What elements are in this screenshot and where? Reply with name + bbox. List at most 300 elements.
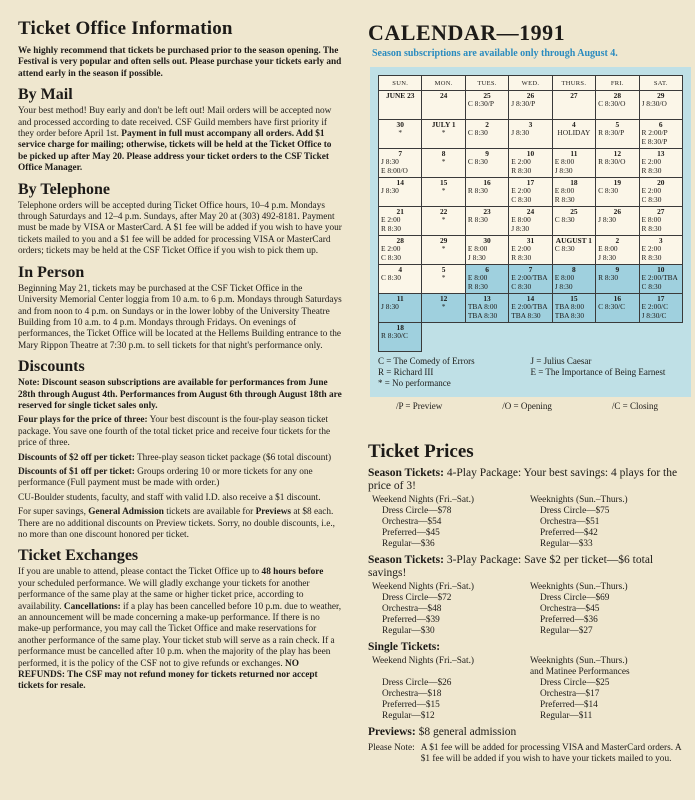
calendar-performance: E 2:00 [641, 245, 662, 254]
calendar-performance: E 8:00 [511, 216, 531, 225]
calendar-day-cell [379, 294, 422, 323]
calendar-day-number: 8 [441, 149, 446, 158]
calendar-performance: * [441, 187, 446, 196]
calendar-day-number: 9 [615, 265, 620, 274]
exchanges-b3: NO REFUNDS: The CSF may not refund money for tickets returned nor accept tickets for resale. [18, 658, 318, 692]
two-off-lead: Discounts of $2 off per ticket: [18, 452, 135, 463]
calendar-day-header: SUN. [379, 76, 422, 91]
single-weekend-price: Orchestra—$18 [382, 689, 442, 699]
legend-comedy: C = The Comedy of Errors [378, 356, 475, 366]
calendar-performance: TBA 8:30 [511, 311, 541, 320]
calendar-panel [370, 67, 691, 397]
calendar-performance: R 8:30/P [598, 129, 625, 138]
calendar-day-cell [509, 120, 552, 149]
by-mail-bold: Payment in full must accompany all orders. Add $1 service charge for mailing; otherwise, tickets will be held at the Ticket Office to be picked up after May 20. Please address your ticket orders to the CSF Ticket Office Manager. [18, 129, 332, 174]
single-heading [368, 641, 688, 654]
by-mail-text [18, 106, 342, 174]
calendar-performance: E 8:00 [554, 158, 575, 167]
calendar-week-row [379, 149, 683, 178]
calendar-performance: R 8:30/O [598, 158, 626, 167]
calendar-performance: R 8:30/C [381, 332, 408, 341]
legend-closing: /C = Closing [611, 401, 658, 411]
four-for-three-text [18, 415, 342, 449]
by-mail-heading: By Mail [18, 86, 73, 104]
calendar-empty-cell [596, 323, 639, 352]
season3-text: 3-Play Package: Save $2 per ticket—$6 total savings! [368, 554, 654, 579]
calendar-day-cell [422, 265, 465, 294]
calendar-performance: * [441, 158, 446, 167]
calendar-day-number: 18 [396, 323, 404, 332]
please-note-label: Please Note: [368, 743, 415, 753]
calendar-and-prices-column [366, 8, 688, 765]
calendar-performance: J 8:30/C [641, 311, 667, 320]
calendar-day-number: AUGUST 1 [555, 236, 592, 245]
calendar-day-cell [465, 265, 508, 294]
calendar-day-cell [639, 236, 682, 265]
calendar-day-cell [552, 265, 595, 294]
calendar-day-cell [379, 91, 422, 120]
calendar-performance: C 8:30 [598, 187, 619, 196]
calendar-empty-cell [639, 323, 682, 352]
in-person-heading: In Person [18, 263, 85, 281]
season3-weeknight-price: Regular—$27 [540, 626, 593, 636]
season3-weekend-price: Regular—$30 [382, 626, 435, 636]
calendar-performance: E 2:00 [511, 245, 531, 254]
season3-weekend-title: Weekend Nights (Fri.–Sat.) [372, 582, 475, 592]
calendar-day-number: 23 [483, 207, 491, 216]
calendar-day-number: 28 [613, 91, 622, 100]
calendar-day-cell [552, 207, 595, 236]
season4-weeknight [530, 495, 688, 550]
calendar-day-number: 24 [526, 207, 535, 216]
calendar-day-cell [379, 120, 422, 149]
calendar-performance: C 8:30 [467, 158, 488, 167]
calendar-day-number: 7 [528, 265, 533, 274]
calendar-performance: J 8:30 [554, 282, 573, 291]
calendar-day-cell [639, 91, 682, 120]
calendar-day-header: TUES. [465, 76, 508, 91]
calendar-performance: E 8:00 [554, 274, 575, 283]
calendar-day-cell [379, 323, 422, 352]
single-prices [372, 656, 688, 722]
calendar-table [378, 75, 683, 352]
season4-weeknight-title: Weeknights (Sun.–Thurs.) [530, 495, 628, 505]
calendar-day-cell [422, 91, 465, 120]
season4-weekend-price: Orchestra—$54 [382, 517, 442, 527]
calendar-day-number: 18 [570, 178, 578, 187]
single-weeknight-price: Orchestra—$17 [540, 689, 600, 699]
calendar-day-number: 15 [439, 178, 448, 187]
calendar-day-number: 13 [483, 294, 491, 303]
calendar-day-number: 28 [396, 236, 404, 245]
calendar-week-row [379, 236, 683, 265]
calendar-performance: TBA 8:00 [467, 303, 498, 312]
exchanges-t3: if a play has been cancelled before 10 p.m. due to weather, an announcement will be made concerning a make-up performance. If there is no make-up performance, you may call the Ticket Office and make reservations for another performance of the same play. Your ticket stub will serve as a rain check. If a performance must be cancelled after 10 p.m. when the majority of the play has been performed, it is the policy of the CSF not to give refunds or exchanges. [18, 601, 342, 669]
calendar-day-number: 26 [613, 207, 622, 216]
calendar-day-number: 10 [526, 149, 535, 158]
single-weeknight-price: Regular—$11 [540, 711, 593, 721]
calendar-day-number: 12 [613, 149, 622, 158]
calendar-performance: E 8:00 [467, 245, 488, 254]
calendar-day-number: 30 [396, 120, 404, 129]
calendar-performance: C 8:30 [554, 216, 575, 225]
calendar-day-number: 14 [396, 178, 404, 187]
calendar-day-cell [379, 265, 422, 294]
calendar-day-cell [465, 236, 508, 265]
ticket-prices-title: Ticket Prices [368, 441, 474, 462]
calendar-day-number: 7 [398, 149, 403, 158]
discounts-note: Note: Discount season subscriptions are available for performances from June 28th through August 4th. Performances from August 6th through August 18th are reserved for single ticket sales only. [18, 378, 342, 411]
calendar-day-header: WED. [509, 76, 552, 91]
calendar-performance: E 8:00 [554, 187, 575, 196]
calendar-day-cell [596, 120, 639, 149]
calendar-day-cell [596, 178, 639, 207]
single-weeknight-title: Weeknights (Sun.–Thurs.) [530, 656, 628, 666]
calendar-performance: C 8:30 [381, 274, 401, 283]
calendar-day-number: 8 [572, 265, 576, 274]
legend-row-1 [378, 356, 683, 367]
calendar-performance: J 8:30 [381, 303, 399, 312]
calendar-day-cell [552, 120, 595, 149]
calendar-performance: J 8:30 [467, 253, 486, 262]
calendar-day-number: 29 [439, 236, 448, 245]
season4-heading [368, 467, 688, 493]
season4-weeknight-price: Orchestra—$51 [540, 517, 600, 527]
legend-preview: /P = Preview [396, 401, 443, 411]
calendar-day-number: 25 [570, 207, 578, 216]
previews-lead: Previews: [368, 726, 416, 738]
four-for-three-body: Your best discount is the four-play season ticket package. You save one fourth of the total ticket price and receive four tickets for the price of three. [18, 415, 331, 449]
calendar-day-number: 30 [483, 236, 491, 245]
please-note [368, 743, 688, 765]
calendar-day-cell [639, 149, 682, 178]
single-weeknight-title2: and Matinee Performances [530, 667, 630, 677]
calendar-performance: R 8:30 [641, 166, 662, 175]
calendar-performance: E 2:00/C [641, 303, 669, 312]
in-person-text: Beginning May 21, tickets may be purchased at the CSF Ticket Office in the University Memorial Center loggia from 10 a.m. to 6 p.m. Mondays through Saturdays and from noon to 4 p.m. on Sundays or in the lower lobby of the University Theatre Building from 10 a.m. to 4 p.m. Mondays through Fridays. On evenings of performances, the Ticket Office will be located at the Hellems Building entrance to the Mary Rippon Theatre at 7:30 p.m. to sell tickets for that night's performance only. [18, 283, 342, 351]
calendar-day-cell [465, 207, 508, 236]
calendar-performance: R 8:30 [511, 253, 532, 262]
calendar-performance: C 8:30 [381, 253, 401, 262]
calendar-day-number: 22 [439, 207, 448, 216]
ga-post: at $8 each. There are no additional discounts on Preview tickets. Sorry, no double discounts, i.e., no more than one discount honored per ticket. [18, 507, 335, 540]
calendar-day-number: 20 [657, 178, 665, 187]
calendar-day-number: 24 [439, 91, 448, 100]
legend-opening: /O = Opening [502, 401, 552, 411]
calendar-day-cell [509, 265, 552, 294]
season3-weekend [372, 582, 530, 637]
exchanges-t2: your scheduled performance. We will gladly exchange your tickets for another performance of the same play at the same or higher ticket price, according to availability. [18, 578, 310, 612]
single-weeknight-price: Dress Circle—$25 [540, 678, 610, 688]
calendar-performance: E 8:00 [598, 245, 618, 254]
calendar-performance: R 8:30 [467, 282, 488, 291]
calendar-performance: * [441, 303, 446, 312]
calendar-performance: J 8:30 [511, 224, 530, 233]
calendar-day-number: 16 [483, 178, 491, 187]
calendar-day-number: 13 [657, 149, 665, 158]
season4-weekend-price: Regular—$36 [382, 539, 435, 549]
single-weekend [372, 656, 530, 722]
calendar-day-cell [552, 236, 595, 265]
calendar-subtitle: Season subscriptions are available only through August 4. [372, 48, 618, 59]
ticket-office-column [12, 8, 342, 696]
calendar-day-number: 3 [528, 120, 533, 129]
two-off-text [18, 453, 342, 464]
ticket-exchanges-text [18, 567, 342, 692]
calendar-performance: E 2:00 [641, 187, 662, 196]
calendar-day-header: SAT. [639, 76, 682, 91]
calendar-performance: C 8:30 [511, 282, 532, 291]
calendar-title: CALENDAR—1991 [368, 20, 566, 45]
single-weeknight [530, 656, 688, 722]
calendar-empty-cell [465, 323, 508, 352]
calendar-day-cell [596, 91, 639, 120]
calendar-day-cell [552, 149, 595, 178]
calendar-performance: J 8:30 [381, 158, 399, 167]
calendar-performance: C 8:30/O [598, 100, 626, 109]
calendar-performance: E 2:00 [381, 245, 401, 254]
calendar-empty-cell [552, 323, 595, 352]
calendar-performance: C 8:30 [641, 195, 662, 204]
season3-lead: Season Tickets: [368, 554, 444, 566]
by-mail-body: Your best method! Buy early and don't be left out! Mail orders will be accepted now and processed according to date received. CSF Guild members have first priority if they order before April 1st. [18, 106, 332, 140]
calendar-day-cell [465, 178, 508, 207]
calendar-day-cell [639, 207, 682, 236]
calendar-performance: TBA 8:30 [554, 311, 585, 320]
calendar-day-cell [552, 91, 595, 120]
calendar-legend-codes [366, 401, 688, 411]
ga-pre: For super savings, [18, 507, 86, 518]
calendar-performance: E 8:00 [467, 274, 488, 283]
season4-weekend-price: Dress Circle—$78 [382, 506, 452, 516]
calendar-day-cell [596, 294, 639, 323]
please-note-text: A $1 fee will be added for processing VISA and MasterCard orders. A $1 fee will be added if you wish to have your tickets mailed to you. [420, 743, 682, 764]
calendar-day-number: 2 [615, 236, 620, 245]
calendar-legend [378, 356, 683, 389]
calendar-day-cell [422, 236, 465, 265]
calendar-performance: J 8:30/O [641, 100, 667, 109]
calendar-performance: E 8:00 [641, 216, 662, 225]
calendar-day-cell [509, 294, 552, 323]
calendar-performance: * [441, 129, 446, 138]
legend-row-3 [378, 378, 683, 389]
calendar-day-cell [596, 265, 639, 294]
calendar-day-cell [639, 178, 682, 207]
calendar-day-cell [509, 91, 552, 120]
two-off-body: Three-play season ticket package ($6 total discount) [136, 452, 332, 463]
single-weekend-price: Preferred—$15 [382, 700, 440, 710]
calendar-performance: E 2:00/TBA [511, 274, 548, 283]
calendar-day-number: 5 [441, 265, 446, 274]
calendar-performance: * [441, 245, 446, 254]
calendar-performance: R 8:30 [467, 216, 488, 225]
calendar-day-cell [422, 207, 465, 236]
calendar-day-number: 4 [398, 265, 403, 274]
calendar-performance: C 8:30 [467, 129, 488, 138]
calendar-week-row [379, 323, 683, 352]
calendar-day-number: 29 [657, 91, 665, 100]
calendar-day-number: 27 [657, 207, 665, 216]
season4-weeknight-price: Regular—$33 [540, 539, 593, 549]
calendar-day-cell [422, 120, 465, 149]
four-for-three-lead: Four plays for the price of three: [18, 415, 148, 426]
calendar-performance: * [441, 274, 446, 283]
legend-caesar: J = Julius Caesar [530, 356, 592, 366]
calendar-day-cell [639, 120, 682, 149]
calendar-day-number: 6 [485, 265, 489, 274]
calendar-day-cell [552, 178, 595, 207]
calendar-day-number: 16 [613, 294, 622, 303]
single-weeknight-price: Preferred—$14 [540, 700, 598, 710]
season3-weekend-price: Preferred—$39 [382, 615, 440, 625]
calendar-day-cell [596, 207, 639, 236]
calendar-day-number: 25 [483, 91, 491, 100]
legend-richard: R = Richard III [378, 367, 434, 377]
calendar-performance: E 2:00 [641, 158, 662, 167]
season4-lead: Season Tickets: [368, 467, 444, 479]
calendar-week-row [379, 294, 683, 323]
general-admission-text [18, 507, 342, 541]
calendar-empty-cell [509, 323, 552, 352]
calendar-performance: C 8:30/P [467, 100, 494, 109]
season3-weeknight-price: Orchestra—$45 [540, 604, 600, 614]
calendar-day-cell [422, 149, 465, 178]
calendar-performance: E 2:00 [381, 216, 401, 225]
calendar-day-cell [639, 265, 682, 294]
calendar-week-row [379, 207, 683, 236]
exchanges-b1: 48 hours before [261, 567, 324, 578]
season3-prices [372, 582, 688, 637]
calendar-day-number: 5 [615, 120, 620, 129]
calendar-day-cell [465, 149, 508, 178]
calendar-performance: C 8:30 [554, 245, 575, 254]
calendar-day-cell [596, 236, 639, 265]
single-weekend-price: Dress Circle—$26 [382, 678, 452, 688]
discounts-heading: Discounts [18, 358, 85, 376]
season3-heading [368, 554, 688, 580]
calendar-day-header: MON. [422, 76, 465, 91]
calendar-day-number: 17 [526, 178, 535, 187]
calendar-day-number: 11 [570, 149, 578, 158]
calendar-week-row [379, 265, 683, 294]
calendar-day-number: JUNE 23 [385, 91, 415, 100]
season4-weeknight-price: Dress Circle—$75 [540, 506, 610, 516]
calendar-day-number: 21 [396, 207, 404, 216]
calendar-day-number: 11 [396, 294, 404, 303]
cu-discount-text: CU-Boulder students, faculty, and staff with valid I.D. also receive a $1 discount. [18, 492, 321, 503]
calendar-day-number: 6 [658, 120, 663, 129]
calendar-day-number: 10 [657, 265, 665, 274]
season4-weekend-title: Weekend Nights (Fri.–Sat.) [372, 495, 475, 505]
season4-prices [372, 495, 688, 550]
season3-weekend-price: Orchestra—$48 [382, 604, 442, 614]
calendar-day-cell [465, 91, 508, 120]
calendar-performance: E 2:00 [511, 158, 531, 167]
calendar-day-cell [422, 178, 465, 207]
one-off-lead: Discounts of $1 off per ticket: [18, 466, 135, 477]
calendar-performance: * [441, 216, 446, 225]
calendar-day-number: JULY 1 [431, 120, 456, 129]
single-weekend-price: Regular—$12 [382, 711, 435, 721]
ga-bold: General Admission [88, 507, 164, 518]
ticket-office-title: Ticket Office Information [18, 18, 233, 39]
calendar-day-cell [422, 294, 465, 323]
season3-weeknight-price: Preferred—$36 [540, 615, 598, 625]
calendar-performance: E 2:00 [511, 187, 531, 196]
calendar-day-cell [596, 149, 639, 178]
calendar-day-number: 26 [526, 91, 535, 100]
calendar-performance: TBA 8:30 [467, 311, 498, 320]
previews-text: $8 general admission [418, 726, 517, 738]
calendar-performance: C 8:30 [641, 282, 662, 291]
calendar-performance: J 8:30 [598, 253, 616, 262]
calendar-performance: R 8:30 [554, 195, 575, 204]
calendar-performance: C 8:30/C [598, 303, 626, 312]
calendar-body [379, 91, 683, 352]
season3-weeknight-title: Weeknights (Sun.–Thurs.) [530, 582, 628, 592]
ticket-office-intro: We highly recommend that tickets be purchased prior to the season opening. The Festival is very popular and often sells out. Please purchase your tickets early and attend early in the season if possible. [18, 46, 342, 79]
one-off-text [18, 467, 342, 490]
calendar-day-cell [379, 236, 422, 265]
calendar-performance: J 8:30 [511, 129, 530, 138]
season4-text: 4-Play Package: Your best savings: 4 plays for the price of 3! [368, 467, 678, 492]
legend-no-performance: * = No performance [378, 378, 451, 388]
calendar-day-cell [509, 236, 552, 265]
single-weekend-title: Weekend Nights (Fri.–Sat.) [372, 656, 475, 666]
calendar-day-number: 14 [526, 294, 535, 303]
calendar-day-cell [509, 178, 552, 207]
calendar-day-cell [639, 294, 682, 323]
exchanges-t1: If you are unable to attend, please contact the Ticket Office up to [18, 567, 260, 578]
calendar-performance: E 8:30/P [641, 137, 668, 146]
calendar-day-cell [552, 294, 595, 323]
calendar-performance: J 8:30 [381, 187, 399, 196]
calendar-day-number: 3 [658, 236, 663, 245]
previews-heading [368, 726, 688, 739]
calendar-day-cell [465, 120, 508, 149]
calendar-day-cell [465, 294, 508, 323]
calendar-performance: J 8:30 [598, 216, 616, 225]
calendar-day-number: 12 [439, 294, 448, 303]
calendar-day-number: 4 [572, 120, 576, 129]
calendar-performance: * [398, 129, 403, 138]
calendar-performance: J 8:30 [554, 166, 573, 175]
calendar-performance: R 8:30 [511, 166, 532, 175]
calendar-performance: C 8:30 [511, 195, 532, 204]
by-telephone-heading: By Telephone [18, 180, 111, 198]
calendar-performance: R 8:30 [641, 253, 662, 262]
calendar-day-number: 17 [657, 294, 665, 303]
calendar-performance: R 2:00/P [641, 129, 668, 138]
calendar-day-number: 15 [570, 294, 578, 303]
by-telephone-text: Telephone orders will be accepted during Ticket Office hours, 10–4 p.m. Mondays through Saturdays and 12–4 p.m. Sundays, after May 20 at (303) 492-8181. Payment must be made by VISA or MasterCard. A $1 fee will be added if you wish to have your tickets mailed to you and a $1 fee will be added for processing VISA or MasterCard orders; tickets may be held at the CSF Ticket Office if you wish to pick them up. [18, 200, 342, 257]
calendar-day-header: THURS. [552, 76, 595, 91]
single-lead: Single Tickets: [368, 641, 441, 653]
calendar-performance: R 8:30 [598, 274, 619, 283]
season4-weekend-price: Preferred—$45 [382, 528, 440, 538]
ga-mid: tickets are available for [166, 507, 254, 518]
calendar-week-row [379, 120, 683, 149]
calendar-performance: E 2:00/TBA [511, 303, 548, 312]
season4-weeknight-price: Preferred—$42 [540, 528, 598, 538]
legend-row-2 [378, 367, 683, 378]
season3-weeknight-price: Dress Circle—$69 [540, 593, 610, 603]
calendar-day-cell [379, 178, 422, 207]
calendar-week-row [379, 91, 683, 120]
calendar-day-cell [379, 207, 422, 236]
ticket-exchanges-heading: Ticket Exchanges [18, 547, 139, 565]
season3-weeknight [530, 582, 688, 637]
